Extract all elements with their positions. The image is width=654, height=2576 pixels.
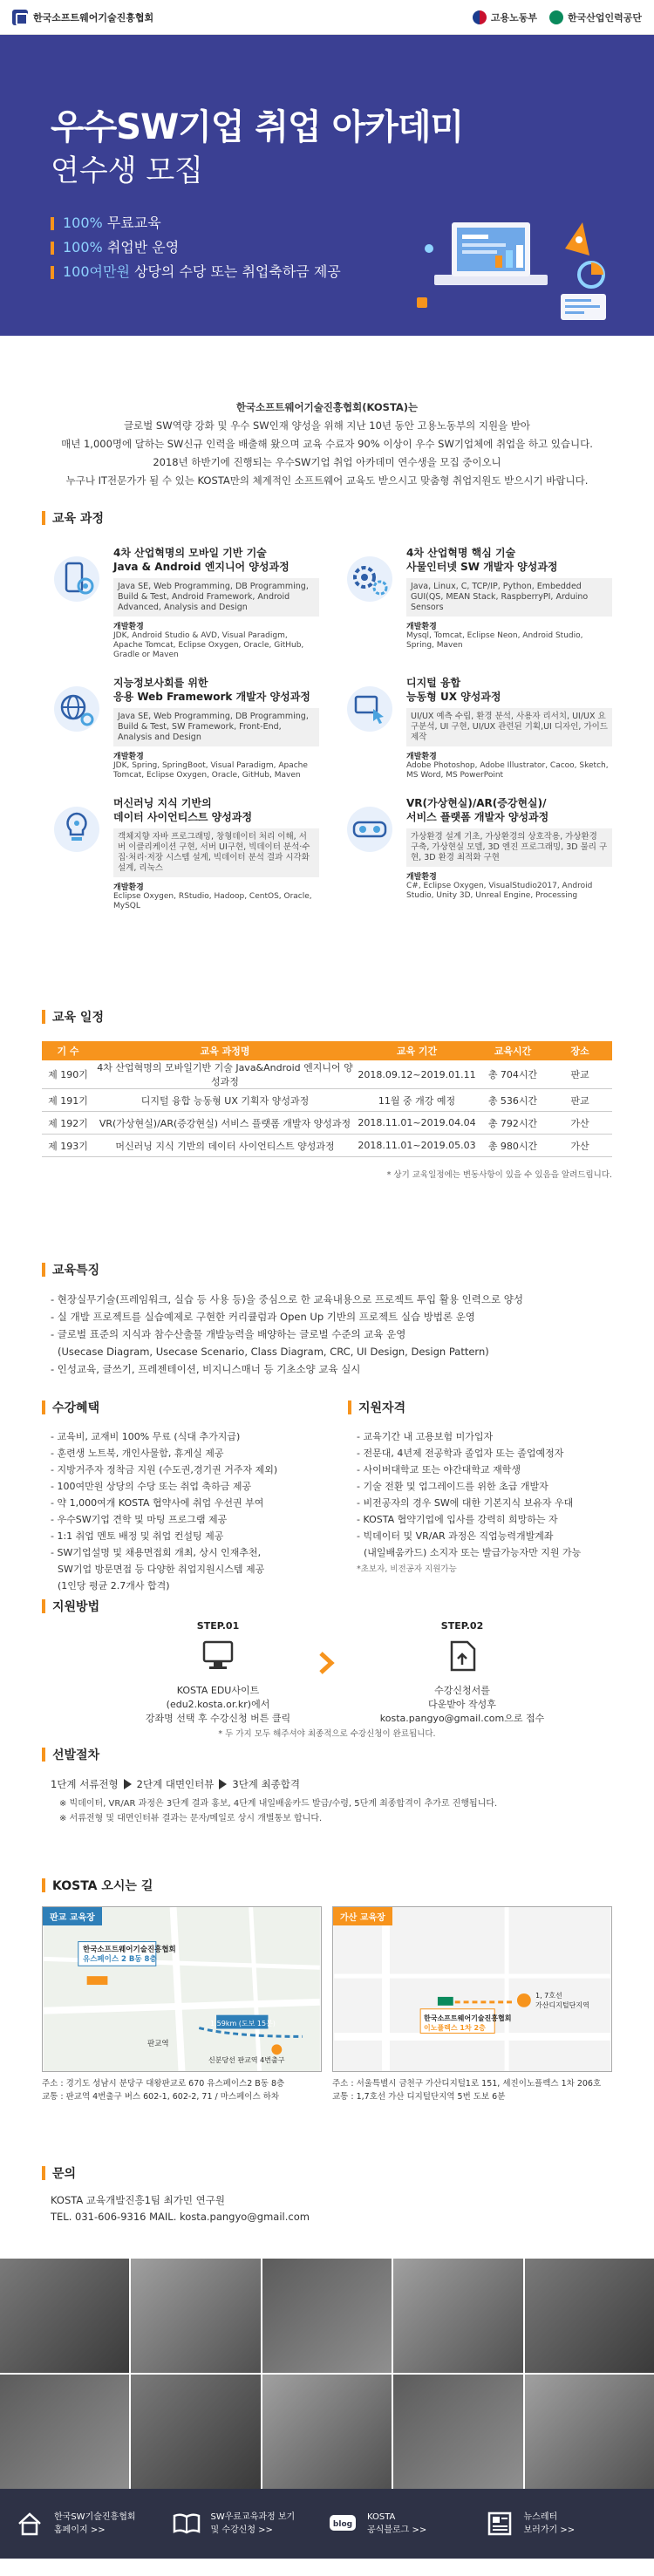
dev-env-label: 개발환경 bbox=[113, 883, 144, 892]
dev-env-label: 개발환경 bbox=[406, 753, 437, 761]
map-label-station: 1, 7호선 가산디지털단지역 bbox=[535, 1992, 589, 2009]
course-title-line1: 지능정보사회를 위한 bbox=[113, 677, 208, 689]
newsletter-icon bbox=[484, 2508, 515, 2539]
gallery-photo bbox=[393, 2259, 522, 2373]
eligibility-column bbox=[327, 1399, 654, 1598]
intro-line: 글로벌 SW역량 강화 및 우수 SW인재 양성을 위해 지난 10년 동안 고용노동부의 지원을 받아 bbox=[123, 419, 531, 432]
footer-link-homepage[interactable]: 한국SW기술진흥협회 홈페이지 >> bbox=[14, 2508, 171, 2539]
hrdkorea-emblem-icon bbox=[549, 10, 563, 24]
partner-logos bbox=[473, 10, 642, 24]
list-item: - 현장실무기술(프레임워크, 실습 등 사용 등)을 중심으로 한 교육내용으로 프로젝트 투입 활용 인력으로 양성 bbox=[51, 1293, 523, 1305]
step-text: 수강신청서를 다운받아 작성후 kosta.pangyo@gmail.com으로 접수 bbox=[379, 1685, 545, 1724]
hero-bullet: 100% 무료교육 bbox=[51, 211, 654, 235]
address-info bbox=[42, 2077, 322, 2103]
book-icon bbox=[171, 2508, 202, 2539]
column-header: 교육 과정명 bbox=[94, 1041, 356, 1060]
intro-line: 누구나 IT전문가가 될 수 있는 KOSTA만의 체계적인 소프트웨어 교육도 받으시고 맞춤형 취업지원도 받으시기 바랍니다. bbox=[65, 474, 589, 487]
course-title-line2: 데이터 사이언티스트 양성과정 bbox=[113, 811, 253, 823]
location-section bbox=[0, 1877, 654, 2164]
gallery-photo bbox=[525, 2259, 654, 2373]
address-line: 주소 : 서울특별시 금천구 가산디지털1로 151, 세진이노플렉스 1차 206호 bbox=[332, 2079, 602, 2089]
table-row bbox=[42, 1060, 612, 1089]
hero-title: 우수SW기업 취업 아카데미 bbox=[51, 107, 464, 147]
list-item: (Usecase Diagram, Usecase Scenario, Class Diagram, CRC, UI Design, Design Pattern) bbox=[58, 1346, 489, 1358]
schedule-table bbox=[42, 1041, 612, 1157]
footer-links bbox=[0, 2489, 654, 2559]
dev-env-value: Mysql, Tomcat, Eclipse Neon, Android Studio, Spring, Maven bbox=[406, 631, 583, 650]
map-wrap bbox=[0, 1894, 654, 2103]
selection-title: 선발절차 bbox=[0, 1746, 654, 1763]
partner2-name: 한국산업인력공단 bbox=[567, 11, 642, 24]
gasan-map-drawing-icon bbox=[333, 1907, 611, 2071]
document-upload-icon bbox=[443, 1637, 481, 1675]
course-title-line1: 4차 산업혁명의 모바일 기반 기술 bbox=[113, 547, 267, 559]
course-description: UI/UX 예측 수립, 환경 분석, 사용자 리서치, UI/UX 요구분석, UI 구현, UI/UX 관련된 기획,UI 디자인, 가이드 제작 bbox=[406, 708, 612, 746]
cell-course: 머신러닝 지식 기반의 데이터 사이언티스트 양성과정 bbox=[94, 1135, 356, 1157]
pangyo-map[interactable] bbox=[42, 1906, 322, 2072]
cell-course: VR(가상현실)/AR(증강현실) 서비스 플랫폼 개발자 양성과정 bbox=[94, 1112, 356, 1135]
step-label: STEP.02 bbox=[440, 1620, 484, 1632]
laptop-rocket-illustration-icon bbox=[417, 214, 617, 327]
pangyo-location bbox=[42, 1906, 322, 2103]
svg-text:blog: blog bbox=[332, 2520, 353, 2529]
dev-env-value: Adobe Photoshop, Adobe Illustrator, Cacoo, Sketch, MS Word, MS PowerPoint bbox=[406, 761, 609, 780]
cell-location: 가산 bbox=[548, 1112, 612, 1135]
list-item: - 글로벌 표준의 지식과 참수산출물 개발능력을 배양하는 글로벌 수준의 교육 운영 bbox=[51, 1328, 406, 1340]
apply-title: 지원방법 bbox=[0, 1598, 654, 1615]
triangle-right-icon bbox=[124, 1779, 132, 1789]
selection-flow bbox=[0, 1763, 654, 1791]
map-label-org: 한국소프트웨어기술진흥협회 유스페이스 2 B동 8층 bbox=[83, 1946, 176, 1964]
gallery-photo bbox=[525, 2375, 654, 2489]
course-title-line2: 응용 Web Framework 개발자 양성과정 bbox=[113, 691, 310, 703]
map-label-distance: 1.59km (도보 15분) bbox=[210, 2020, 276, 2027]
dev-env-value: JDK, Spring, SpringBoot, Visual Paradigm, Apache Tomcat, Eclipse Oxygen, Oracle, GitHub, Maven bbox=[113, 761, 308, 780]
map-label-station: 판교역 bbox=[147, 2040, 169, 2048]
dev-env-value: C#, Eclipse Oxygen, VisualStudio2017, Android Studio, Unity 3D, Unreal Engine, Processing bbox=[406, 882, 593, 900]
list-item: - KOSTA 협약기업에 입사를 강력히 희망하는 자 bbox=[357, 1514, 558, 1525]
list-item: - 1:1 취업 멘토 배정 및 취업 컨설팅 제공 bbox=[51, 1530, 224, 1542]
hero-banner bbox=[0, 35, 654, 336]
cell-hours: 총 792시간 bbox=[478, 1112, 548, 1135]
schedule-section bbox=[0, 1008, 654, 1261]
benefits-eligibility-section bbox=[0, 1399, 654, 1598]
gasan-location bbox=[332, 1906, 612, 2103]
kosta-logo[interactable] bbox=[12, 10, 153, 25]
course-description: 객체지향 자바 프로그래밍, 창형데이터 처리 이해, 서버 이클리케이션 구현, 서버 UI구현, 빅데이터 분석·수집·처리·저장 시스템 설계, 빅데이터 분석 결과 시각화 설계, 리눅스 bbox=[113, 828, 319, 877]
cell-term: 제 193기 bbox=[42, 1135, 94, 1157]
list-item: - 교육비, 교재비 100% 무료 (식대 추가지급) bbox=[51, 1431, 241, 1442]
gasan-map[interactable] bbox=[332, 1906, 612, 2072]
cell-location: 가산 bbox=[548, 1135, 612, 1157]
course-card bbox=[51, 546, 319, 660]
address-info bbox=[332, 2077, 612, 2103]
blog-icon bbox=[327, 2508, 358, 2539]
course-card bbox=[51, 796, 319, 911]
selection-step: 2단계 대면인터뷰 bbox=[136, 1778, 215, 1790]
table-row bbox=[42, 1089, 612, 1112]
benefits-title: 수강혜택 bbox=[0, 1399, 327, 1416]
column-header: 교육 기간 bbox=[356, 1041, 478, 1060]
course-title-line1: VR(가상현실)/AR(증강현실)/ bbox=[406, 797, 547, 809]
triangle-right-icon bbox=[219, 1779, 227, 1789]
cell-course: 디지털 융합 능동형 UX 기획자 양성과정 bbox=[94, 1089, 356, 1112]
contact-person: KOSTA 교육개발진흥1팀 최가민 연구원 bbox=[51, 2194, 225, 2206]
transport-line: 교통 : 1,7호선 가산 디지털단지역 5번 도보 6분 bbox=[332, 2092, 506, 2102]
pangyo-map-drawing-icon bbox=[43, 1907, 321, 2071]
course-title-line2: Java & Android 엔지니어 양성과정 bbox=[113, 561, 290, 573]
benefits-list bbox=[0, 1416, 327, 1594]
course-card bbox=[51, 676, 319, 780]
mobile-gear-icon bbox=[51, 553, 103, 605]
intro-text bbox=[0, 336, 654, 504]
column-header: 기 수 bbox=[42, 1041, 94, 1060]
cell-course: 4차 산업혁명의 모바일기반 기술 Java&Android 엔지니어 양성과정 bbox=[94, 1060, 356, 1089]
schedule-note: * 상기 교육일정에는 변동사항이 있을 수 있음을 알려드립니다. bbox=[386, 1170, 612, 1180]
column-header: 장소 bbox=[548, 1041, 612, 1060]
schedule-title: 교육 일정 bbox=[0, 1008, 654, 1026]
gallery-photo bbox=[393, 2375, 522, 2489]
selection-note: ※ 빅데이터, VR/AR 과정은 3단계 결과 홍보, 4단계 내일배움카드 발급/수령, 5단계 최종합격이 추가로 진행됩니다. bbox=[59, 1799, 498, 1809]
course-description: Java, Linux, C, TCP/IP, Python, Embedded GUI(QS, MEAN Stack, RaspberryPI, Arduino Sensors bbox=[406, 578, 612, 617]
ux-touch-icon bbox=[344, 683, 396, 735]
courses-title: 교육 과정 bbox=[0, 509, 654, 527]
cell-location: 판교 bbox=[548, 1089, 612, 1112]
map-tag: 판교 교육장 bbox=[43, 1907, 102, 1925]
selection-note: ※ 서류전형 및 대면인터뷰 결과는 문자/메일로 상시 개별통보 합니다. bbox=[59, 1814, 323, 1823]
gallery-photo bbox=[262, 2259, 392, 2373]
org-name: 한국소프트웨어기술진흥협회 bbox=[33, 11, 154, 24]
contact-details[interactable]: TEL. 031-606-9316 MAIL. kosta.pangyo@gmail.com bbox=[51, 2211, 310, 2223]
contact-section bbox=[0, 2164, 654, 2259]
list-item: - 비전공자의 경우 SW에 대한 기본지식 보유자 우대 bbox=[357, 1497, 574, 1509]
list-item: - 빅데이터 및 VR/AR 과정은 직업능력개발계좌 bbox=[357, 1530, 554, 1542]
gallery-photo bbox=[131, 2375, 260, 2489]
partner1-name: 고용노동부 bbox=[490, 11, 537, 24]
table-row bbox=[42, 1135, 612, 1157]
features-section bbox=[0, 1261, 654, 1399]
course-title-line2: 서비스 플랫폼 개발자 양성과정 bbox=[406, 811, 549, 823]
intro-line: 2018년 하반기에 진행되는 우수SW기업 취업 아카데미 연수생을 모집 중이오니 bbox=[153, 456, 501, 468]
footer-link-newsletter[interactable]: 뉴스레터 보러가기 >> bbox=[484, 2508, 641, 2539]
hero-bullet: 100% 취업반 운영 bbox=[51, 235, 654, 260]
selection-notes bbox=[0, 1791, 654, 1826]
gallery-photo bbox=[0, 2375, 129, 2489]
course-card bbox=[344, 546, 612, 660]
list-item: - 사이버대학교 또는 야간대학교 재학생 bbox=[357, 1464, 521, 1475]
list-item: - 전문대, 4년제 전공학과 졸업자 또는 졸업예정자 bbox=[357, 1448, 564, 1459]
selection-step: 1단계 서류전형 bbox=[51, 1778, 119, 1790]
cell-term: 제 190기 bbox=[42, 1060, 94, 1089]
cell-period: 2018.11.01~2019.04.04 bbox=[356, 1112, 478, 1135]
courses-section bbox=[0, 504, 654, 1008]
eligibility-list bbox=[327, 1416, 654, 1578]
course-description: Java SE, Web Programming, DB Programming, Build & Test, SW Framework, Front-End, Analysis and Design bbox=[113, 708, 319, 746]
kosta-logo-icon bbox=[12, 10, 28, 25]
lightbulb-data-icon bbox=[51, 803, 103, 855]
course-grid bbox=[0, 527, 654, 911]
list-item: - 기술 전환 및 업그레이드를 위한 초급 개발자 bbox=[357, 1481, 548, 1492]
apply-note: * 두 가지 모두 해주셔야 최종적으로 수강신청이 완료됩니다. bbox=[218, 1729, 436, 1739]
dev-env-value: JDK, Android Studio & AVD, Visual Paradigm, Apache Tomcat, Eclipse Oxygen, Oracle, GitHub, Gradle or Maven bbox=[113, 631, 304, 659]
intro-line: 매년 1,000명에 달하는 SW신규 인력을 배출해 왔으며 교육 수료자 90% 이상이 우수 SW기업체에 취업을 하고 있습니다. bbox=[61, 438, 593, 450]
cell-hours: 총 980시간 bbox=[478, 1135, 548, 1157]
list-item: - 인성교육, 글쓰기, 프레젠테이션, 비지니스매너 등 기초소양 교육 실시 bbox=[51, 1363, 361, 1375]
list-item: - 지방거주자 정착금 지원 (수도권,경기권 거주자 제외) bbox=[51, 1464, 278, 1475]
cell-term: 제 191기 bbox=[42, 1089, 94, 1112]
government-emblem-icon bbox=[473, 10, 487, 24]
list-item: (1인당 평균 2.7개사 합격) bbox=[58, 1580, 170, 1591]
features-list bbox=[0, 1278, 654, 1378]
map-label-org: 한국소프트웨어기술진흥협회 이노플렉스 1차 2층 bbox=[424, 2014, 512, 2032]
top-bar bbox=[0, 0, 654, 35]
step-label: STEP.01 bbox=[196, 1620, 240, 1632]
selection-step: 3단계 최종합격 bbox=[232, 1778, 301, 1790]
dev-env-label: 개발환경 bbox=[406, 873, 437, 882]
vr-headset-icon bbox=[344, 803, 396, 855]
course-card bbox=[344, 676, 612, 780]
map-label-exit: 신분당선 판교역 4번출구 bbox=[208, 2056, 285, 2064]
iot-gear-icon bbox=[344, 553, 396, 605]
course-title-line1: 4차 산업혁명 핵심 기술 bbox=[406, 547, 516, 559]
map-tag: 가산 교육장 bbox=[333, 1907, 392, 1925]
course-description: 가상환경 설계 기초, 가상환경의 상호작용, 가상환경 구축, 가상현실 모델, 3D 엔진 프로그래밍, 3D 물리 구현, 3D 환경 최적화 구현 bbox=[406, 828, 612, 867]
dev-env-label: 개발환경 bbox=[113, 753, 144, 761]
hrdkorea-logo bbox=[549, 10, 642, 24]
course-title-line2: 사물인터넷 SW 개발자 양성과정 bbox=[406, 561, 558, 573]
footer-link-blog[interactable]: blog KOSTA 공식블로그 >> bbox=[327, 2508, 484, 2539]
list-item: - 약 1,000여개 KOSTA 협약사에 취업 우선권 부여 bbox=[51, 1497, 264, 1509]
dev-env-label: 개발환경 bbox=[406, 623, 437, 631]
globe-gear-icon bbox=[51, 683, 103, 735]
list-item: - 우수SW기업 견학 및 마팅 프로그램 제공 bbox=[51, 1514, 228, 1525]
table-header-row bbox=[42, 1041, 612, 1060]
cell-period: 2018.09.12~2019.01.11 bbox=[356, 1060, 478, 1089]
apply-step-2 bbox=[366, 1620, 558, 1726]
eligibility-note: *초보자, 비전공자 지원가능 bbox=[357, 1564, 457, 1574]
contact-title: 문의 bbox=[0, 2164, 654, 2182]
apply-step-1 bbox=[122, 1620, 314, 1726]
list-item: (내일배움카드) 소지자 또는 발급가능자만 지원 가능 bbox=[364, 1547, 582, 1558]
address-line: 주소 : 경기도 성남시 분당구 대왕판교로 670 유스페이스2 B동 8층 bbox=[42, 2079, 285, 2089]
list-item: - SW기업설명 및 채용면접회 개최, 상시 인재추천, bbox=[51, 1547, 262, 1558]
home-icon bbox=[14, 2508, 45, 2539]
course-title-line2: 능동형 UX 양성과정 bbox=[406, 691, 501, 703]
chevron-right-icon bbox=[314, 1650, 340, 1676]
moel-logo bbox=[473, 10, 537, 24]
list-item: - 실 개발 프로젝트를 실습예제로 구현한 커리큘럼과 Open Up 기반의 프로젝트 실습 방법론 운영 bbox=[51, 1311, 475, 1323]
cell-hours: 총 536시간 bbox=[478, 1089, 548, 1112]
step-text: KOSTA EDU사이트 (edu2.kosta.or.kr)에서 강좌명 선택 후 수강신청 버튼 클릭 bbox=[145, 1685, 291, 1724]
transport-line: 교통 : 판교역 4번출구 버스 602-1, 602-2, 71 / 마스페이스 하차 bbox=[42, 2092, 279, 2102]
list-item: SW기업 방문면접 등 다양한 취업지원시스템 제공 bbox=[58, 1564, 265, 1575]
list-item: - 100여만원 상당의 수당 또는 취업 축하금 제공 bbox=[51, 1481, 252, 1492]
cell-term: 제 192기 bbox=[42, 1112, 94, 1135]
list-item: - 훈련생 노트북, 개인사물함, 휴게실 제공 bbox=[51, 1448, 224, 1459]
cell-hours: 총 704시간 bbox=[478, 1060, 548, 1089]
course-title-line1: 디지털 융합 bbox=[406, 677, 461, 689]
apply-section bbox=[0, 1598, 654, 1746]
hero-bullet: 100여만원 상당의 수당 또는 취업축하금 제공 bbox=[51, 260, 654, 284]
table-row bbox=[42, 1112, 612, 1135]
cell-period: 11월 중 개강 예정 bbox=[356, 1089, 478, 1112]
selection-section bbox=[0, 1746, 654, 1877]
features-title: 교육특징 bbox=[0, 1261, 654, 1278]
footer-link-courses[interactable]: SW우료교육과정 보기 및 수강신청 >> bbox=[171, 2508, 328, 2539]
dev-env-label: 개발환경 bbox=[113, 623, 144, 631]
cell-location: 판교 bbox=[548, 1060, 612, 1089]
benefits-column bbox=[0, 1399, 327, 1598]
computer-icon bbox=[199, 1637, 237, 1675]
course-card bbox=[344, 796, 612, 911]
column-header: 교육시간 bbox=[478, 1041, 548, 1060]
dev-env-value: Eclipse Oxygen, RStudio, Hadoop, CentOS, Oracle, MySQL bbox=[113, 892, 312, 910]
list-item: - 교육기간 내 고용보험 미가입자 bbox=[357, 1431, 494, 1442]
hero-subtitle: 연수생 모집 bbox=[51, 153, 204, 188]
eligibility-title: 지원자격 bbox=[327, 1399, 654, 1416]
course-title-line1: 머신러닝 지식 기반의 bbox=[113, 797, 212, 809]
cell-period: 2018.11.01~2019.05.03 bbox=[356, 1135, 478, 1157]
contact-info bbox=[0, 2182, 654, 2225]
location-title: KOSTA 오시는 길 bbox=[0, 1877, 654, 1894]
gallery-photo bbox=[131, 2259, 260, 2373]
photo-gallery bbox=[0, 2259, 654, 2489]
gallery-photo bbox=[262, 2375, 392, 2489]
gallery-photo bbox=[0, 2259, 129, 2373]
intro-lead: 한국소프트웨어기술진흥협회(KOSTA)는 bbox=[235, 401, 419, 413]
course-description: Java SE, Web Programming, DB Programming, Build & Test, Android Framework, Android Advanced, Analysis and Design bbox=[113, 578, 319, 617]
